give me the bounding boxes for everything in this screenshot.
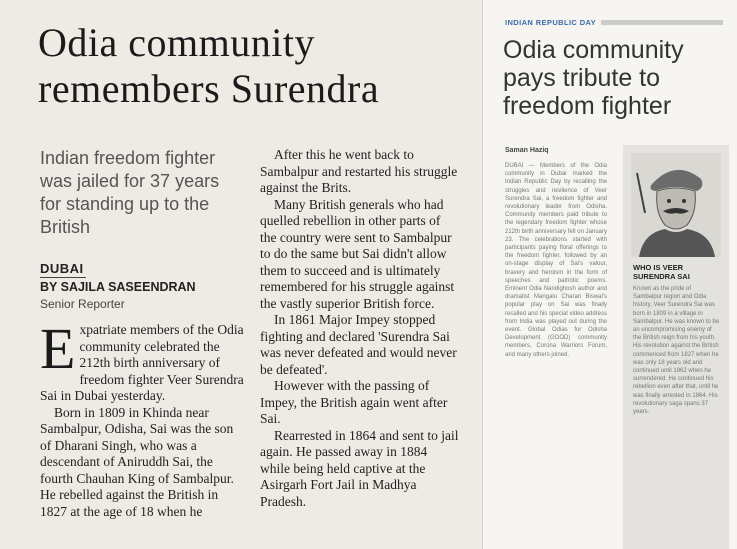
left-col1-para-2: Born in 1809 in Khinda near Sambalpur, Odisha, Sai was the son of Dharani Singh, who was a descendant of Aniruddh Sai, the fourth Chauhan King of Sambalpur. He rebelled against the British in 1827 at the age of 18 when he <box>40 404 234 519</box>
left-col1-para-1 <box>40 316 245 405</box>
right-byline: Saman Haziq <box>505 147 549 154</box>
right-article <box>482 0 737 549</box>
left-headline: Odia community remembers Surendra <box>38 20 380 111</box>
right-kicker: INDIAN REPUBLIC DAY <box>505 18 597 27</box>
left-col1-para-1-text: xpatriate members of the Odia community celebrated the 212th birth anniversary of freedom fighter Veer Surendra Sai in Dubai yesterday. <box>40 322 244 403</box>
sidebar-body: Known as the pride of Sambalpur region and Odia history, Veer Surendra Sai was born in 1809 in a village in Sambalpur. He was known to be an uncompromising enemy of the British reign from his youth. His revolution against the British commenced from 1827 when he was only 18 years old and continued until 1862 when he surrendered. He continued his rebellion even after that, until he was finally arrested in 1864. His revolutionary saga spans 37 years. <box>633 286 720 416</box>
left-col2-para-4: However with the passing of Impey, the British again went after Sai. <box>260 378 448 426</box>
left-column-2 <box>260 147 460 510</box>
right-body: DUBAI — Members of the Odia community in Dubai marked the Indian Republic Day by recalling the struggles and resilience of Veer Surendra Sai, a freedom fighter and revolutionary leader from Odisha. Community members paid tribute to the legendary freedom fighter whose 212th birth anniversary fell on January 23. The celebrations started with participants paying floral offerings to the freedom fighter, followed by an on-stage display of Sai's valour, bravery and heroism in the form of speeches and patriotic poems. Eminent Odia Nandighosh author and dramatist Mangalu Charan Biswal's popular play on Sai was finally recalled and his special video address from India was played out during the event. Global Odias for Odisha Development (GOOD) community members, Corona Warriors Forum, and many others joined. <box>505 163 607 358</box>
left-col2-para-5: Rearrested in 1864 and sent to jail again. He passed away in 1884 while being held captive at the Asirgarh Fort Jail in Madhya Pradesh. <box>260 427 459 509</box>
kicker-rule <box>601 20 723 25</box>
left-col2-para-2: Many British generals who had quelled rebellion in other parts of the country were sent to Sambalpur to do the same but Sai didn't allow them to succeed and is ultimately remembered for his struggle against the vastly superior British force. <box>260 196 455 311</box>
dateline-rule <box>40 277 86 278</box>
left-col2-para-1: After this he went back to Sambalpur and restarted his struggle against the Brits. <box>260 147 458 195</box>
left-deck: Indian freedom fighter was jailed for 37 years for standing up to the British <box>40 148 220 237</box>
left-dateline: DUBAI <box>40 261 84 276</box>
right-headline: Odia community pays tribute to freedom fighter <box>503 36 684 120</box>
left-role: Senior Reporter <box>40 297 125 311</box>
left-col2-para-3: In 1861 Major Impey stopped fighting and declared 'Surendra Sai was never defeated and would never be defeated'. <box>260 312 457 377</box>
dropcap: E <box>40 316 76 381</box>
left-byline: BY SAJILA SASEENDRAN <box>40 280 196 294</box>
info-sidebar <box>623 145 729 549</box>
sidebar-title: WHO IS VEER SURENDRA SAI <box>633 263 690 281</box>
portrait-illustration <box>631 153 721 257</box>
left-column-1 <box>40 316 245 520</box>
